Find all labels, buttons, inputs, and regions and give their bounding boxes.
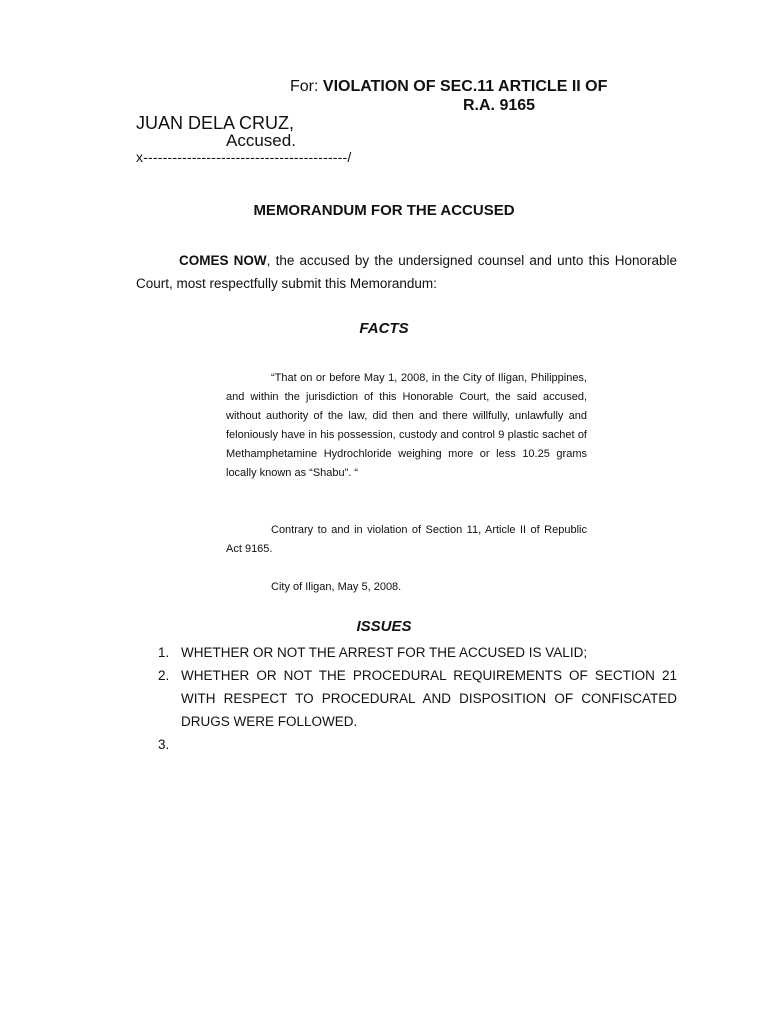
for-prefix: For: xyxy=(290,78,319,95)
facts-heading: FACTS xyxy=(359,320,409,337)
caption-separator: x------------------------------------------/ xyxy=(136,149,352,165)
intro-paragraph xyxy=(136,249,677,295)
intro-lead: COMES NOW xyxy=(179,253,267,268)
issue-number: 3. xyxy=(158,737,170,752)
issue-number: 1. xyxy=(158,645,170,660)
list-item xyxy=(136,641,677,664)
place-date: City of Iligan, May 5, 2008. xyxy=(271,581,402,593)
issues-list xyxy=(136,641,677,756)
accused-label: Accused. xyxy=(226,131,296,150)
issue-text: WHETHER OR NOT THE ARREST FOR THE ACCUSED IS VALID; xyxy=(181,645,588,660)
document-title: MEMORANDUM FOR THE ACCUSED xyxy=(253,202,515,219)
information-quote: “That on or before May 1, 2008, in the City of Iligan, Philippines, and within the jurisdiction of this Honorable Court, the said accused, without authority of the law, did then and there willfully, unlawfully and feloniously have in his possession, custody and control 9 plastic sachet of Methamphetamine Hydrochloride weighing more or less 10.25 grams locally known as “Shabu”. “ xyxy=(226,372,587,479)
charge-line xyxy=(290,78,607,96)
republic-act-number: R.A. 9165 xyxy=(463,97,536,114)
list-item xyxy=(136,664,677,733)
issue-number: 2. xyxy=(158,668,170,683)
contrary-paragraph: Contrary to and in violation of Section 11, Article II of Republic Act 9165. xyxy=(226,524,587,555)
intro-rest: , the accused by the undersigned counsel and unto this Honorable Court, most respectfully submit this Memorandum: xyxy=(136,253,677,291)
issue-text: WHETHER OR NOT THE PROCEDURAL REQUIREMENTS OF SECTION 21 WITH RESPECT TO PROCEDURAL AND DISPOSITION OF CONFISCATED DRUGS WERE FOLLOWED. xyxy=(181,668,677,729)
issues-heading: ISSUES xyxy=(356,618,412,635)
accused-name: JUAN DELA CRUZ, xyxy=(136,113,295,133)
list-item xyxy=(136,733,677,756)
issue-text xyxy=(181,737,185,752)
violation-text: VIOLATION OF SEC.11 ARTICLE II OF xyxy=(322,78,608,95)
